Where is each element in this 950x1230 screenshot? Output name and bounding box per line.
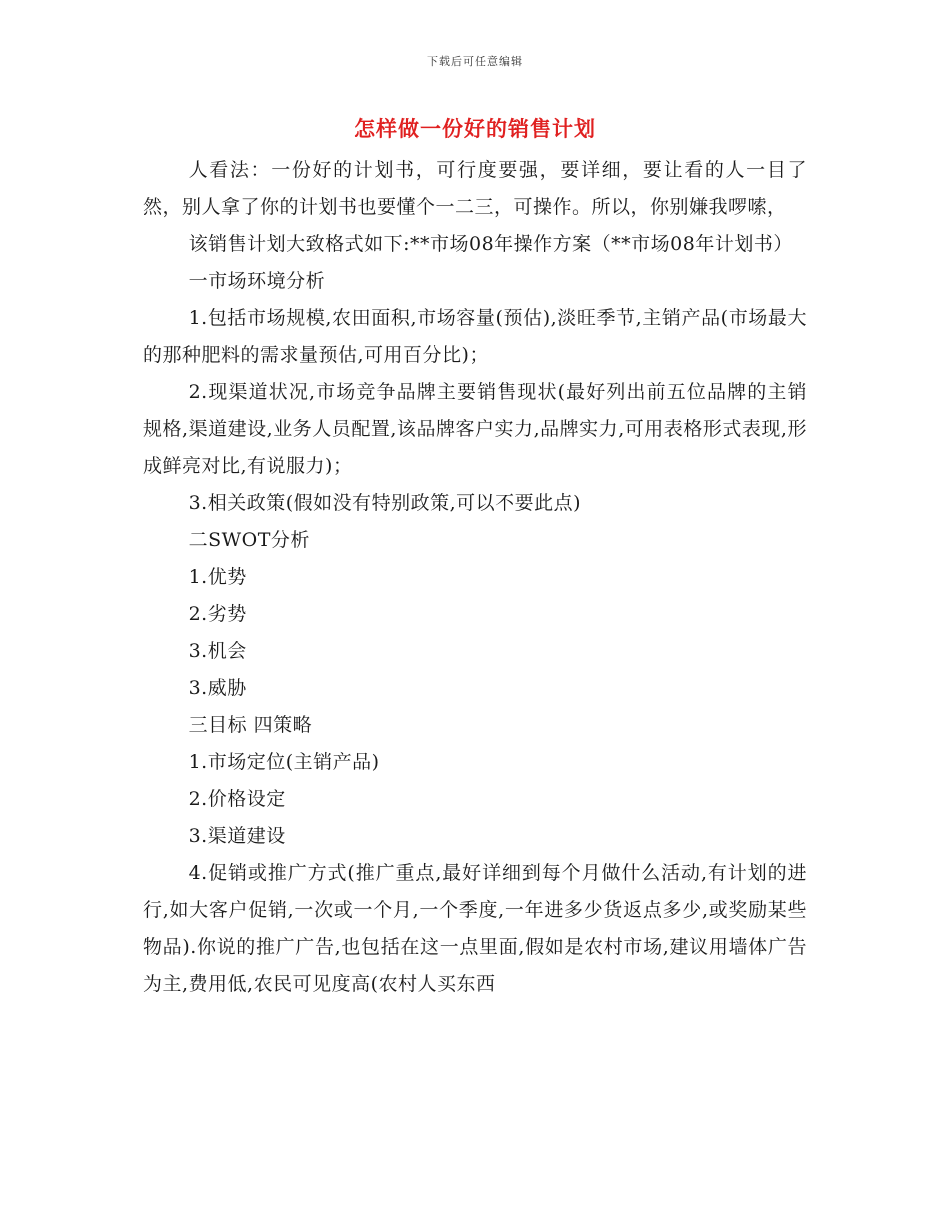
list-item: 3.渠道建设 <box>188 825 286 847</box>
list-item: 1.优势 <box>188 566 247 588</box>
document-title: 怎样做一份好的销售计划 <box>354 116 596 141</box>
section-heading-market-analysis: 一市场环境分析 <box>188 270 326 292</box>
list-item: 3.威胁 <box>188 677 247 699</box>
list-item: 1.包括市场规模,农田面积,市场容量(预估),淡旺季节,主销产品(市场最大的那种肥料的需求量预估,可用百分比)； <box>143 307 807 366</box>
list-item: 3.机会 <box>188 640 247 662</box>
list-item: 4.促销或推广方式(推广重点,最好详细到每个月做什么活动,有计划的进行,如大客户促销,一次或一个月,一个季度,一年进多少货返点多少,或奖励某些物品).你说的推广广告,也包括在这一点里面,假如是农村市场,建议用墙体广告为主,费用低,农民可见度高(农村人买东西 <box>143 862 807 995</box>
paragraph-intro: 人看法：一份好的计划书，可行度要强，要详细，要让看的人一目了然，别人拿了你的计划书也要懂个一二三，可操作。所以，你别嫌我啰嗦， <box>143 159 807 218</box>
list-item: 2.劣势 <box>188 603 247 625</box>
list-item: 3.相关政策(假如没有特别政策,可以不要此点) <box>188 492 582 514</box>
section-heading-swot: 二SWOT分析 <box>188 529 310 551</box>
section-heading-goals-strategy: 三目标 四策略 <box>188 714 313 736</box>
document-body <box>143 152 807 1003</box>
list-item: 2.价格设定 <box>188 788 286 810</box>
paragraph-format: 该销售计划大致格式如下:**市场08年操作方案（**市场08年计划书） <box>188 233 793 255</box>
list-item: 2.现渠道状况,市场竞争品牌主要销售现状(最好列出前五位品牌的主销规格,渠道建设,业务人员配置,该品牌客户实力,品牌实力,可用表格形式表现,形成鲜亮对比,有说服力)； <box>143 381 807 477</box>
page-header-note: 下载后可任意编辑 <box>427 55 523 68</box>
list-item: 1.市场定位(主销产品) <box>188 751 380 773</box>
